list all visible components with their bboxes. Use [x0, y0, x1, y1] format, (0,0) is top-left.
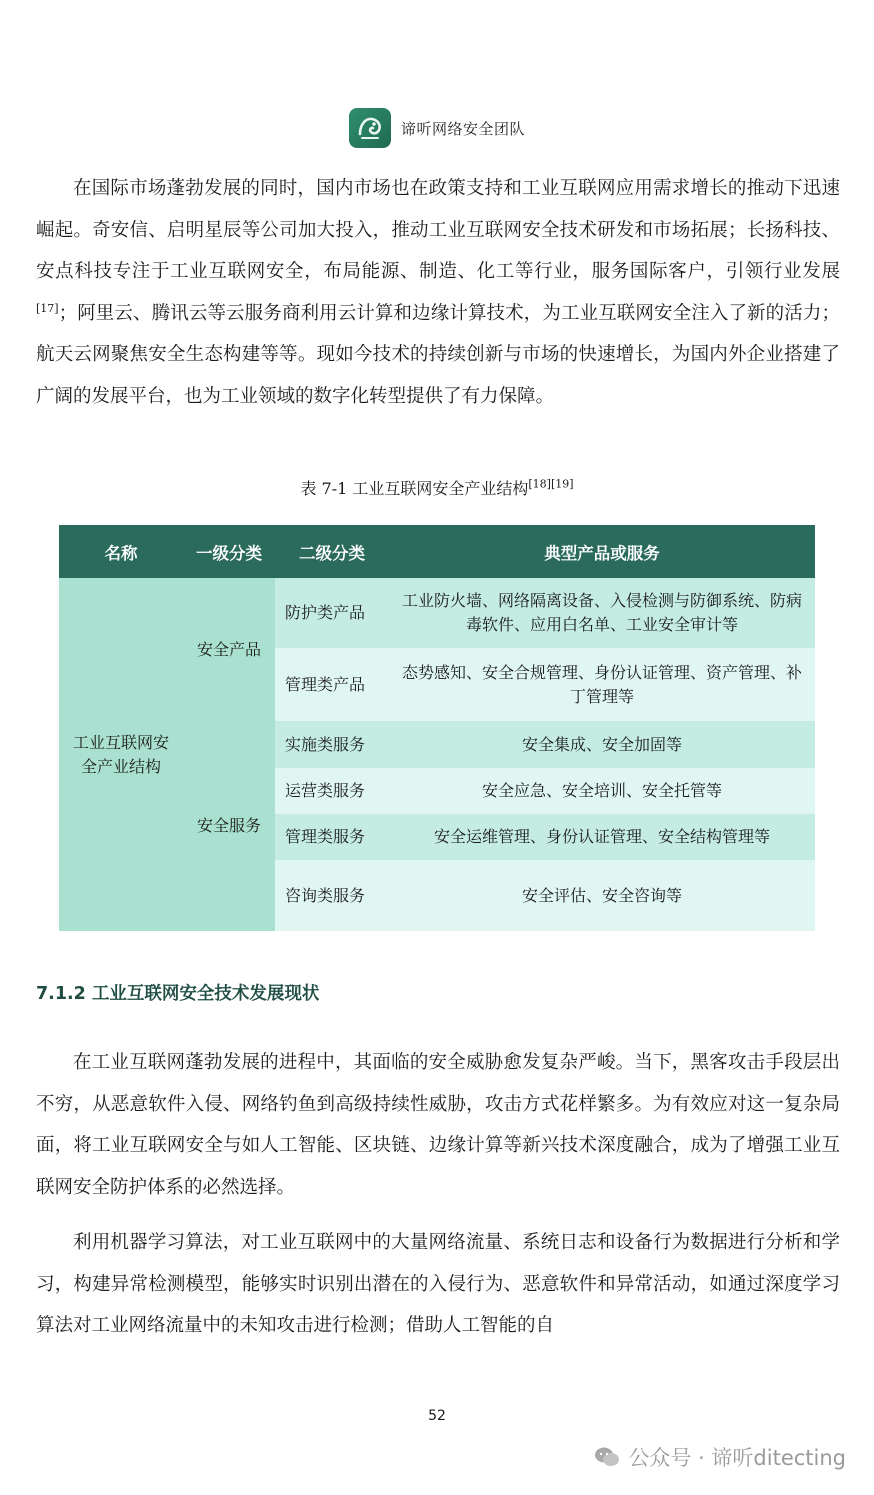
cell-level2: 管理类产品	[275, 648, 389, 721]
industry-structure-table	[59, 525, 815, 931]
cell-level2: 实施类服务	[275, 721, 389, 768]
cell-name: 工业互联网安全产业结构	[59, 578, 183, 931]
paragraph-market-text-b: ；阿里云、腾讯云等云服务商利用云计算和边缘计算技术，为工业互联网安全注入了新的活力；航天云网聚焦安全生态构建等等。现如今技术的持续创新与市场的快速增长，为国内外企业搭建了广阔的发展平台，也为工业领域的数字化转型提供了有力保障。	[36, 302, 840, 407]
team-logo-icon	[349, 108, 391, 148]
paragraph-market-text-a: 在国际市场蓬勃发展的同时，国内市场也在政策支持和工业互联网应用需求增长的推动下迅速崛起。奇安信、启明星辰等公司加大投入，推动工业互联网安全技术研发和市场拓展；长扬科技、安点科技专注于工业互联网安全，布局能源、制造、化工等行业，服务国际客户，引领行业发展	[36, 178, 840, 282]
table-caption-refs: [18][19]	[528, 477, 574, 491]
header-level2: 二级分类	[275, 525, 389, 578]
cell-level2: 防护类产品	[275, 578, 389, 648]
cell-level1-services: 安全服务	[183, 721, 275, 931]
citation-ref: [17]	[36, 301, 59, 315]
header-level1: 一级分类	[183, 525, 275, 578]
wechat-watermark	[594, 1442, 846, 1472]
cell-level2: 管理类服务	[275, 814, 389, 860]
cell-products: 安全运维管理、身份认证管理、安全结构管理等	[389, 814, 815, 860]
cell-level2: 运营类服务	[275, 768, 389, 814]
watermark-text: 公众号 · 谛听ditecting	[628, 1446, 846, 1470]
paragraph-market	[36, 168, 840, 417]
table-row	[59, 578, 815, 648]
header-products: 典型产品或服务	[389, 525, 815, 578]
cell-products: 工业防火墙、网络隔离设备、入侵检测与防御系统、防病毒软件、应用白名单、工业安全审计等	[389, 578, 815, 648]
cell-level1-products: 安全产品	[183, 578, 275, 721]
cell-products: 安全评估、安全咨询等	[389, 860, 815, 931]
page-header	[0, 108, 874, 148]
paragraph-threats: 在工业互联网蓬勃发展的进程中，其面临的安全威胁愈发复杂严峻。当下，黑客攻击手段层出不穷，从恶意软件入侵、网络钓鱼到高级持续性威胁，攻击方式花样繁多。为有效应对这一复杂局面，将工业互联网安全与如人工智能、区块链、边缘计算等新兴技术深度融合，成为了增强工业互联网安全防护体系的必然选择。	[36, 1052, 840, 1198]
table-header-row	[59, 525, 815, 578]
table-caption-text: 表 7-1 工业互联网安全产业结构	[300, 479, 529, 498]
page-number: 52	[428, 1408, 446, 1424]
header-name: 名称	[59, 525, 183, 578]
cell-products: 安全应急、安全培训、安全托管等	[389, 768, 815, 814]
wechat-icon	[594, 1446, 620, 1468]
team-name: 谛听网络安全团队	[400, 119, 525, 138]
section-heading: 7.1.2 工业互联网安全技术发展现状	[36, 984, 320, 1004]
table-caption	[0, 476, 874, 499]
paragraph-ml: 利用机器学习算法，对工业互联网中的大量网络流量、系统日志和设备行为数据进行分析和学习，构建异常检测模型，能够实时识别出潜在的入侵行为、恶意软件和异常活动，如通过深度学习算法对工业网络流量中的未知攻击进行检测；借助人工智能的自	[36, 1232, 840, 1336]
cell-products: 态势感知、安全合规管理、身份认证管理、资产管理、补丁管理等	[389, 648, 815, 721]
cell-level2: 咨询类服务	[275, 860, 389, 931]
cell-products: 安全集成、安全加固等	[389, 721, 815, 768]
